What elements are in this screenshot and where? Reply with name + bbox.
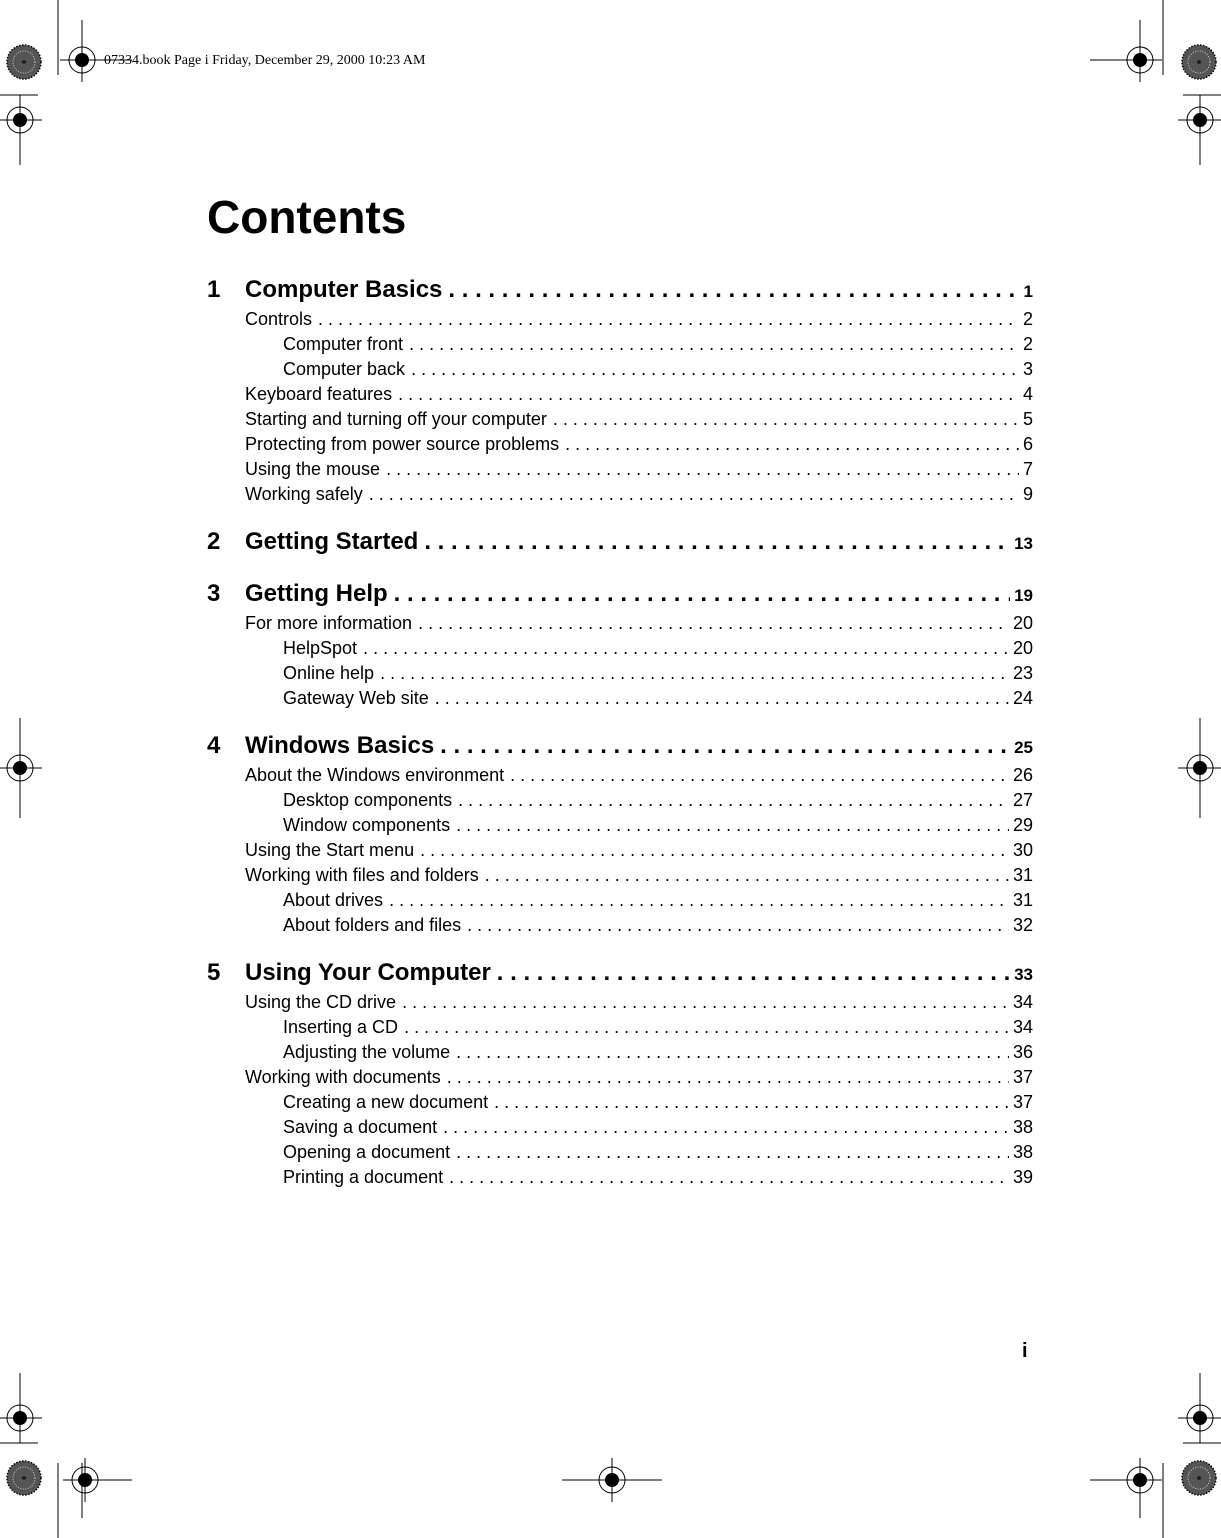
dot-leader	[449, 1167, 1009, 1188]
chapter-page-number: 1	[1023, 282, 1033, 301]
entry-page-number: 38	[1012, 1117, 1033, 1137]
toc-subsection-entry[interactable]	[207, 1167, 1033, 1192]
entry-page-number: 6	[1022, 434, 1033, 454]
dot-leader	[553, 409, 1019, 430]
entry-page-number: 9	[1022, 484, 1033, 504]
toc-subsection-entry[interactable]	[207, 790, 1033, 815]
page-number: i	[1022, 1340, 1028, 1362]
entry-page-number: 27	[1012, 790, 1033, 810]
dot-leader	[456, 1142, 1009, 1163]
dot-leader	[440, 732, 1010, 760]
entry-title: Saving a document	[283, 1117, 438, 1137]
entry-page-number: 38	[1012, 1142, 1033, 1162]
entry-page-number: 5	[1022, 409, 1033, 429]
dot-leader	[458, 790, 1009, 811]
entry-page-number: 36	[1012, 1042, 1033, 1062]
chapter-title: Getting Help	[245, 580, 388, 607]
page-title: Contents	[207, 191, 407, 243]
toc-section-entry[interactable]	[207, 992, 1033, 1017]
toc-section-entry[interactable]	[207, 409, 1033, 434]
toc-chapter-entry[interactable]	[207, 276, 1033, 309]
toc-section-entry[interactable]	[207, 484, 1033, 509]
entry-title: Working with files and folders	[245, 865, 479, 885]
table-of-contents	[207, 276, 1033, 1192]
entry-title: Creating a new document	[283, 1092, 489, 1112]
dot-leader	[456, 1042, 1009, 1063]
dot-leader	[404, 1017, 1009, 1038]
entry-page-number: 30	[1012, 840, 1033, 860]
dot-leader	[386, 459, 1019, 480]
chapter-page-number: 33	[1014, 965, 1033, 984]
entry-title: Protecting from power source problems	[245, 434, 560, 454]
dot-leader	[456, 815, 1009, 836]
entry-title: Online help	[283, 663, 375, 683]
chapter-title: Computer Basics	[245, 276, 443, 303]
entry-title: Computer back	[283, 359, 406, 379]
entry-title: Desktop components	[283, 790, 453, 810]
entry-title: Using the Start menu	[245, 840, 415, 860]
dot-leader	[369, 484, 1019, 505]
entry-page-number: 23	[1012, 663, 1033, 683]
entry-title: Starting and turning off your computer	[245, 409, 547, 429]
dot-leader	[565, 434, 1019, 455]
toc-chapter-entry[interactable]	[207, 580, 1033, 613]
entry-page-number: 34	[1012, 992, 1033, 1012]
dot-leader	[485, 865, 1009, 886]
entry-title: Inserting a CD	[283, 1017, 399, 1037]
entry-title: Window components	[283, 815, 451, 835]
dot-leader	[420, 840, 1009, 861]
toc-subsection-entry[interactable]	[207, 1142, 1033, 1167]
entry-title: For more information	[245, 613, 413, 633]
entry-title: HelpSpot	[283, 638, 358, 658]
chapter-number: 2	[207, 528, 221, 555]
dot-leader	[424, 528, 1010, 556]
dot-leader	[448, 276, 1019, 304]
chapter-number: 5	[207, 959, 221, 986]
entry-page-number: 39	[1012, 1167, 1033, 1187]
dot-leader	[510, 765, 1009, 786]
dot-leader	[318, 309, 1019, 330]
entry-title: Working safely	[245, 484, 363, 504]
dot-leader	[402, 992, 1009, 1013]
toc-subsection-entry[interactable]	[207, 915, 1033, 940]
entry-page-number: 24	[1012, 688, 1033, 708]
chapter-number: 3	[207, 580, 221, 607]
dot-leader	[363, 638, 1009, 659]
toc-section-entry[interactable]	[207, 865, 1033, 890]
entry-title: Printing a document	[283, 1167, 444, 1187]
entry-page-number: 37	[1012, 1067, 1033, 1087]
dot-leader	[497, 959, 1010, 987]
dot-leader	[398, 384, 1019, 405]
dot-leader	[435, 688, 1009, 709]
toc-chapter-entry[interactable]	[207, 732, 1033, 765]
toc-section-entry[interactable]	[207, 765, 1033, 790]
chapter-title: Windows Basics	[245, 732, 435, 759]
toc-chapter-entry[interactable]	[207, 528, 1033, 561]
entry-title: Opening a document	[283, 1142, 451, 1162]
entry-page-number: 29	[1012, 815, 1033, 835]
dot-leader	[443, 1117, 1009, 1138]
entry-title: Gateway Web site	[283, 688, 429, 708]
toc-subsection-entry[interactable]	[207, 1092, 1033, 1117]
toc-subsection-entry[interactable]	[207, 688, 1033, 713]
toc-subsection-entry[interactable]	[207, 1117, 1033, 1142]
print-slug-line: 07334.book Page i Friday, December 29, 2000 10:23 AM	[104, 53, 426, 68]
entry-title: Computer front	[283, 334, 404, 354]
toc-subsection-entry[interactable]	[207, 1017, 1033, 1042]
chapter-title: Getting Started	[245, 528, 419, 555]
entry-title: Keyboard features	[245, 384, 393, 404]
dot-leader	[389, 890, 1009, 911]
dot-leader	[467, 915, 1009, 936]
toc-subsection-entry[interactable]	[207, 663, 1033, 688]
entry-title: About folders and files	[283, 915, 462, 935]
entry-page-number: 2	[1022, 334, 1033, 354]
entry-page-number: 20	[1012, 638, 1033, 658]
toc-subsection-entry[interactable]	[207, 334, 1033, 359]
dot-leader	[409, 334, 1019, 355]
entry-page-number: 7	[1022, 459, 1033, 479]
entry-page-number: 2	[1022, 309, 1033, 329]
toc-section-entry[interactable]	[207, 613, 1033, 638]
chapter-page-number: 13	[1014, 534, 1033, 553]
entry-title: Adjusting the volume	[283, 1042, 451, 1062]
toc-section-entry[interactable]	[207, 459, 1033, 484]
toc-section-entry[interactable]	[207, 840, 1033, 865]
toc-section-entry[interactable]	[207, 309, 1033, 334]
entry-title: Using the CD drive	[245, 992, 397, 1012]
entry-page-number: 34	[1012, 1017, 1033, 1037]
dot-leader	[418, 613, 1009, 634]
entry-page-number: 20	[1012, 613, 1033, 633]
toc-section-entry[interactable]	[207, 434, 1033, 459]
entry-title: About the Windows environment	[245, 765, 505, 785]
dot-leader	[380, 663, 1009, 684]
toc-subsection-entry[interactable]	[207, 815, 1033, 840]
toc-subsection-entry[interactable]	[207, 1042, 1033, 1067]
toc-section-entry[interactable]	[207, 1067, 1033, 1092]
chapter-page-number: 25	[1014, 738, 1033, 757]
entry-title: Using the mouse	[245, 459, 381, 479]
toc-chapter-entry[interactable]	[207, 959, 1033, 992]
toc-section-entry[interactable]	[207, 384, 1033, 409]
chapter-number: 4	[207, 732, 221, 759]
chapter-number: 1	[207, 276, 221, 303]
entry-page-number: 31	[1012, 865, 1033, 885]
entry-page-number: 3	[1022, 359, 1033, 379]
chapter-page-number: 19	[1014, 586, 1033, 605]
dot-leader	[494, 1092, 1009, 1113]
dot-leader	[411, 359, 1019, 380]
entry-page-number: 32	[1012, 915, 1033, 935]
entry-page-number: 26	[1012, 765, 1033, 785]
entry-title: Working with documents	[245, 1067, 441, 1087]
toc-subsection-entry[interactable]	[207, 890, 1033, 915]
entry-page-number: 31	[1012, 890, 1033, 910]
entry-page-number: 4	[1022, 384, 1033, 404]
chapter-title: Using Your Computer	[245, 959, 491, 986]
entry-page-number: 37	[1012, 1092, 1033, 1112]
entry-title: Controls	[245, 309, 313, 329]
entry-title: About drives	[283, 890, 384, 910]
dot-leader	[447, 1067, 1009, 1088]
dot-leader	[394, 580, 1010, 608]
toc-subsection-entry[interactable]	[207, 359, 1033, 384]
toc-subsection-entry[interactable]	[207, 638, 1033, 663]
